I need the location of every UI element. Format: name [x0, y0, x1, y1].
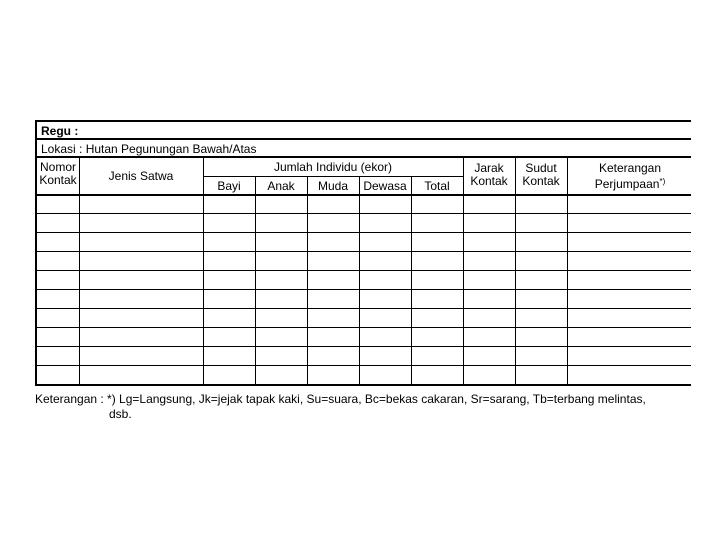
table-row	[37, 232, 691, 233]
header-jarak-kontak: Jarak Kontak	[470, 161, 508, 188]
header-anak: Anak	[267, 179, 295, 193]
header-muda: Muda	[317, 179, 349, 193]
header-keterangan-perjumpaan: Keterangan Perjumpaan*)	[594, 161, 666, 191]
table-row	[37, 365, 691, 366]
regu-label: Regu :	[41, 124, 79, 138]
col-line	[411, 176, 412, 384]
table-row	[37, 270, 691, 271]
footnote-line-1: Keterangan : *) Lg=Langsung, Jk=jejak tapak kaki, Su=suara, Bc=bekas cakaran, Sr=sarang, Tb=terbang melintas,	[35, 392, 646, 406]
header-bottom-line	[37, 194, 691, 196]
table-row	[37, 327, 691, 328]
footnote-line-2: dsb.	[109, 407, 132, 421]
col-line	[463, 158, 464, 384]
observation-form	[35, 120, 691, 386]
col-line	[307, 176, 308, 384]
header-jumlah-individu: Jumlah Individu (ekor)	[273, 160, 393, 174]
table-row	[37, 346, 691, 347]
table-row	[37, 213, 691, 214]
table-bottom-border	[35, 384, 691, 386]
lokasi-row	[37, 140, 691, 158]
table-row	[37, 308, 691, 309]
table-row	[37, 289, 691, 290]
header-sudut-kontak: Sudut Kontak	[522, 161, 560, 188]
table-row	[37, 251, 691, 252]
col-line	[359, 176, 360, 384]
footnote	[35, 392, 695, 422]
header-dewasa: Dewasa	[363, 179, 407, 193]
header-jenis-satwa: Jenis Satwa	[108, 169, 174, 183]
data-table	[37, 158, 691, 384]
col-line	[203, 158, 204, 384]
form-frame	[35, 120, 691, 386]
header-nomor-kontak: Nomor Kontak	[39, 160, 77, 187]
header-bayi: Bayi	[217, 179, 241, 193]
col-line	[79, 158, 80, 384]
col-line	[567, 158, 568, 384]
regu-row	[37, 122, 691, 140]
col-line	[515, 158, 516, 384]
lokasi-label: Lokasi : Hutan Pegunungan Bawah/Atas	[41, 142, 257, 156]
header-total: Total	[424, 179, 450, 193]
col-line	[255, 176, 256, 384]
jumlah-subheader-line	[203, 176, 463, 177]
